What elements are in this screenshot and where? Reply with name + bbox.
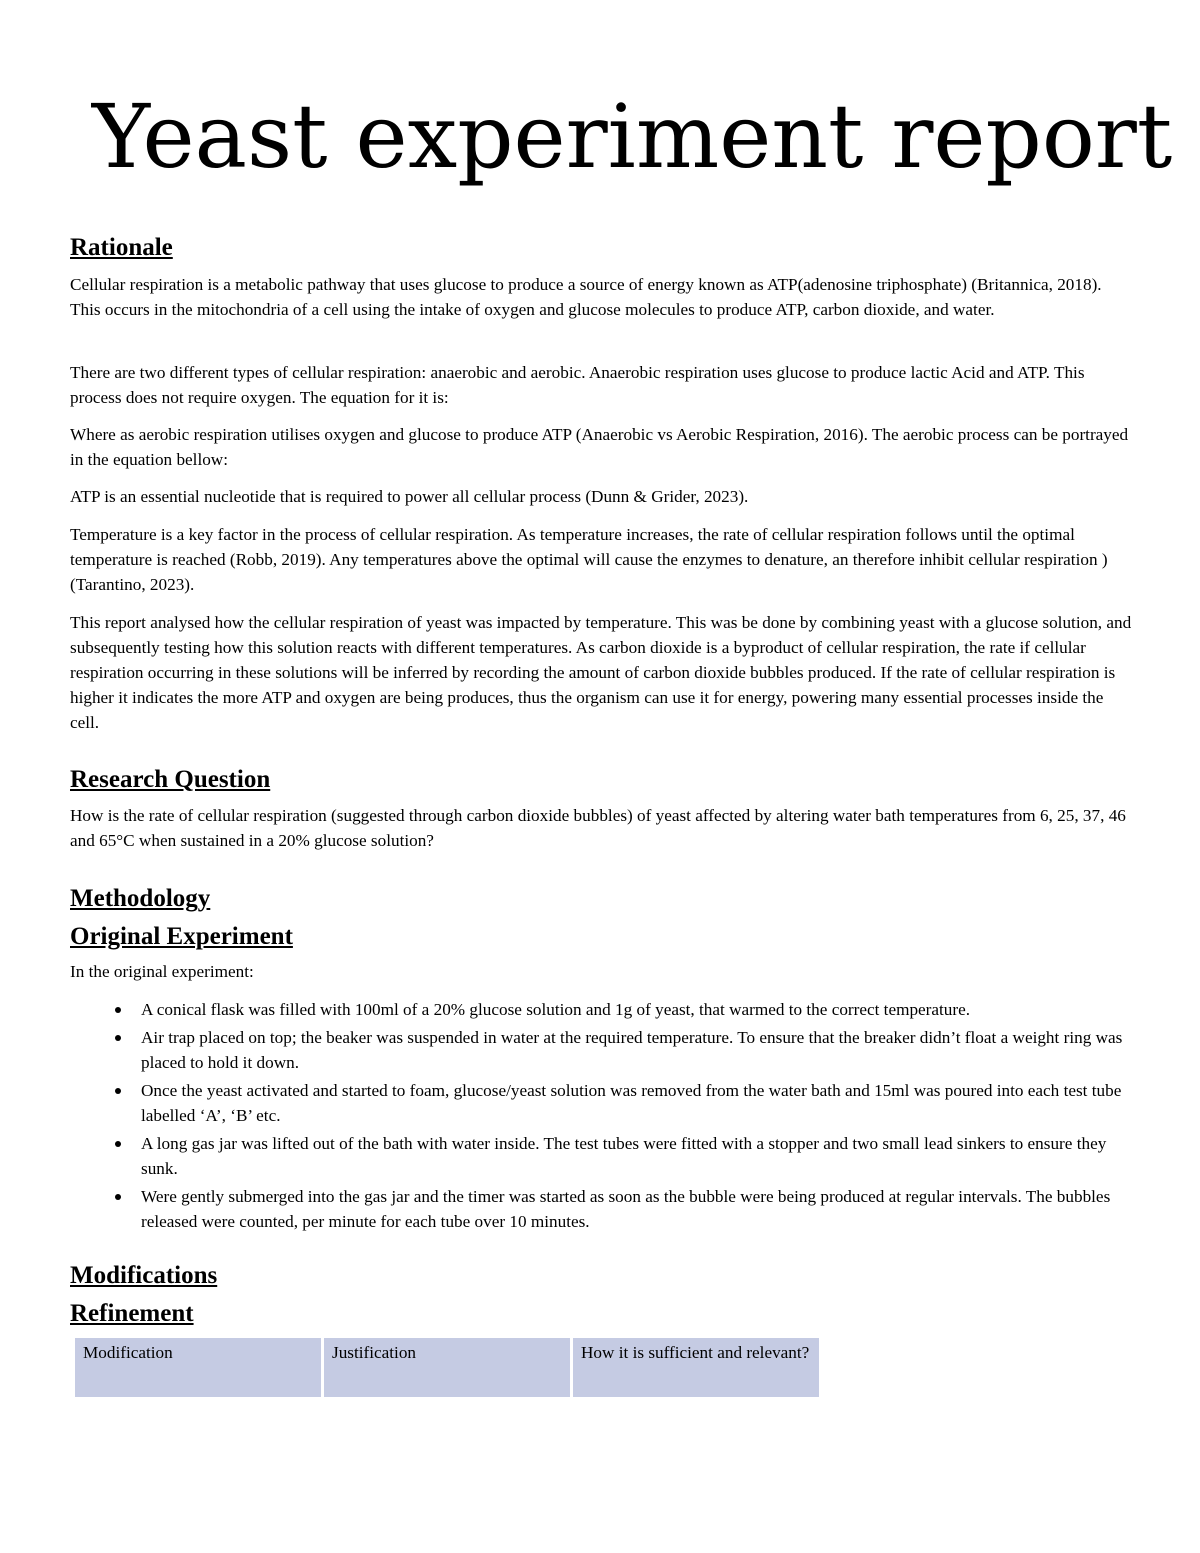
rationale-paragraph-1: Cellular respiration is a metabolic pathway that uses glucose to produce a source of energy known as ATP(adenosine triphosphate) (Britannica, 2018). This occurs in the mitochondria of a cell using the intake of oxygen and glucose molecules to produce ATP, carbon dioxide, and water. xyxy=(70,275,1102,319)
rationale-paragraph-5: Temperature is a key factor in the process of cellular respiration. As temperature increases, the rate of cellular respiration follows until the optimal temperature is reached (Robb, 2019). Any temperatures above the optimal will cause the enzymes to denature, an therefore inhibit cellular respiration )(Tarantino, 2023). xyxy=(70,525,1108,594)
refinement-table xyxy=(72,1338,822,1397)
list-item xyxy=(70,1184,1135,1235)
list-item xyxy=(70,1078,1135,1129)
bullet-icon xyxy=(115,1007,121,1013)
bullet-icon xyxy=(115,1194,121,1200)
table-header-cell: Modification xyxy=(75,1338,321,1397)
list-item xyxy=(70,1025,1135,1076)
report-title: Yeast experiment report xyxy=(92,85,1173,188)
rationale-paragraph-6: This report analysed how the cellular respiration of yeast was impacted by temperature. This was be done by combining yeast with a glucose solution, and subsequently testing how this solution reacts with different temperatures. As carbon dioxide is a byproduct of cellular respiration, the rate if cellular respiration occurring in these solutions will be inferred by recording the amount of carbon dioxide bubbles produced. If the rate of cellular respiration is higher it indicates the more ATP and oxygen are being produces, thus the organism can use it for energy, powering many essential processes inside the cell. xyxy=(70,613,1132,732)
research-question-text: How is the rate of cellular respiration (suggested through carbon dioxide bubbles) of yeast affected by altering water bath temperatures from 6, 25, 37, 46 and 65°C when sustained in a 20% glucose solution? xyxy=(70,806,1126,850)
rationale-heading: Rationale xyxy=(70,234,173,261)
step-text: Were gently submerged into the gas jar and the timer was started as soon as the bubble were being produced at regular intervals. The bubbles released were counted, per minute for each tube over 10 minutes. xyxy=(141,1186,1111,1231)
bullet-icon xyxy=(115,1088,121,1094)
step-text: Air trap placed on top; the beaker was suspended in water at the required temperature. To ensure that the breaker didn’t float a weight ring was placed to hold it down. xyxy=(141,1027,1123,1072)
research-question-heading: Research Question xyxy=(70,766,271,793)
list-item xyxy=(70,1131,1135,1182)
step-text: A long gas jar was lifted out of the bath with water inside. The test tubes were fitted with a stopper and two small lead sinkers to ensure they sunk. xyxy=(141,1133,1107,1178)
table-header-cell: How it is sufficient and relevant? xyxy=(573,1338,819,1397)
step-text: A conical flask was filled with 100ml of a 20% glucose solution and 1g of yeast, that warmed to the correct temperature. xyxy=(141,1000,971,1019)
table-header-cell: Justification xyxy=(324,1338,570,1397)
step-text: Once the yeast activated and started to foam, glucose/yeast solution was removed from the water bath and 15ml was poured into each test tube labelled ‘A’, ‘B’ etc. xyxy=(141,1080,1122,1125)
bullet-icon xyxy=(115,1035,121,1041)
rationale-paragraph-2: There are two different types of cellular respiration: anaerobic and aerobic. Anaerobic respiration uses glucose to produce lactic Acid and ATP. This process does not require oxygen. The equation for it is: xyxy=(70,363,1085,407)
table-header-row xyxy=(75,1338,819,1397)
methodology-intro: In the original experiment: xyxy=(70,962,254,981)
rationale-paragraph-3: Where as aerobic respiration utilises oxygen and glucose to produce ATP (Anaerobic vs Aerobic Respiration, 2016). The aerobic process can be portrayed in the equation bellow: xyxy=(70,425,1129,469)
list-item xyxy=(70,997,1135,1023)
bullet-icon xyxy=(115,1141,121,1147)
methodology-heading: Methodology xyxy=(70,885,211,912)
original-experiment-heading: Original Experiment xyxy=(70,923,293,950)
modifications-heading: Modifications xyxy=(70,1262,218,1289)
refinement-heading: Refinement xyxy=(70,1300,194,1327)
methodology-steps-list xyxy=(70,997,1135,1237)
rationale-paragraph-4: ATP is an essential nucleotide that is required to power all cellular process (Dunn & Grider, 2023). xyxy=(70,487,749,506)
